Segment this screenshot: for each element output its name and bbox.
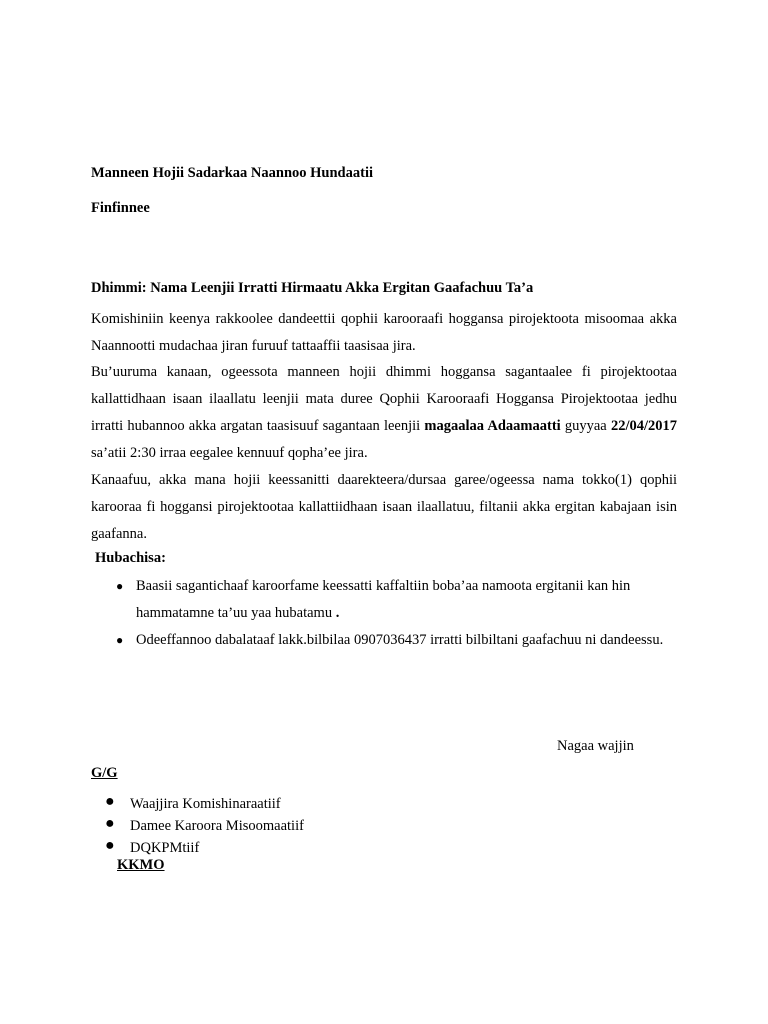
hubachisa-item-2-text: Odeeffannoo dabalataaf lakk.bilbilaa 0907036437 irratti bilbiltani gaafachuu ni dandeessu. xyxy=(136,632,664,648)
paragraph-1: Komishiniin keenya rakkoolee dandeettii qophii karooraafi hoggansa pirojektoota misoomaa akka Naannootti mudachaa jiran furuuf tattaaffii taasisaa jira. xyxy=(91,311,677,354)
hubachisa-list xyxy=(91,573,677,654)
gg-label: G/G xyxy=(91,765,118,781)
bullet-icon: ● xyxy=(105,837,115,854)
paragraph-2 xyxy=(91,359,677,467)
kkmo-label: KKMO xyxy=(117,857,165,873)
bullet-icon: ● xyxy=(116,579,124,593)
cc-item-2: Damee Karoora Misoomaatiif xyxy=(130,818,304,834)
list-item xyxy=(91,627,677,654)
hubachisa-heading: Hubachisa: xyxy=(95,550,166,566)
list-item xyxy=(105,793,304,815)
bullet-icon: ● xyxy=(116,633,124,647)
list-item xyxy=(105,815,304,837)
cc-item-1: Waajjira Komishinaraatiif xyxy=(130,796,281,812)
paragraph-2-text-b: guyyaa xyxy=(560,418,611,434)
bullet-icon: ● xyxy=(105,815,115,832)
paragraph-2-date: 22/04/2017 xyxy=(610,418,677,434)
recipient-line-1: Manneen Hojii Sadarkaa Naannoo Hundaatii xyxy=(91,165,373,181)
bullet-icon: ● xyxy=(105,793,115,810)
recipient-line-2: Finfinnee xyxy=(91,200,150,216)
list-item xyxy=(105,837,304,859)
paragraph-2-text-c: sa’atii 2:30 irraa eegalee kennuuf qopha’ee jira. xyxy=(91,445,368,461)
paragraph-2-text-a: Bu’uuruma kanaan, ogeessota manneen hojii dhimmi hoggansa sagantaalee fi pirojektootaa kallattidhaan isaan ilaallatu leenjii mata duree Qophii Karooraafi Hoggansa Pirojektootaa jedhu irratti hubannoo akka argatan taasisuuf sagantaan leenjii xyxy=(91,364,677,434)
list-item xyxy=(91,573,677,627)
subject-line: Dhimmi: Nama Leenjii Irratti Hirmaatu Akka Ergitan Gaafachuu Ta’a xyxy=(91,280,534,296)
cc-item-3: DQKPMtiif xyxy=(130,840,200,856)
cc-list xyxy=(105,793,304,859)
hubachisa-item-1-tail: . xyxy=(335,605,340,621)
paragraph-3: Kanaafuu, akka mana hojii keessanitti daarekteera/dursaa garee/ogeessa nama tokko(1) qophii karooraa fi hoggansi pirojektootaa kallattiidhaan isaan ilaallatuu, filtanii akka ergitan kabajaan isin gaafanna. xyxy=(91,472,677,542)
closing-line: Nagaa wajjin xyxy=(557,738,634,754)
paragraph-2-location: magaalaa Adaamaatti xyxy=(424,418,561,434)
hubachisa-item-1-text: Baasii sagantichaaf karoorfame keessatti kaffaltiin boba’aa namoota ergitanii kan hin hammatamne ta’uu yaa hubatamu xyxy=(136,578,631,621)
